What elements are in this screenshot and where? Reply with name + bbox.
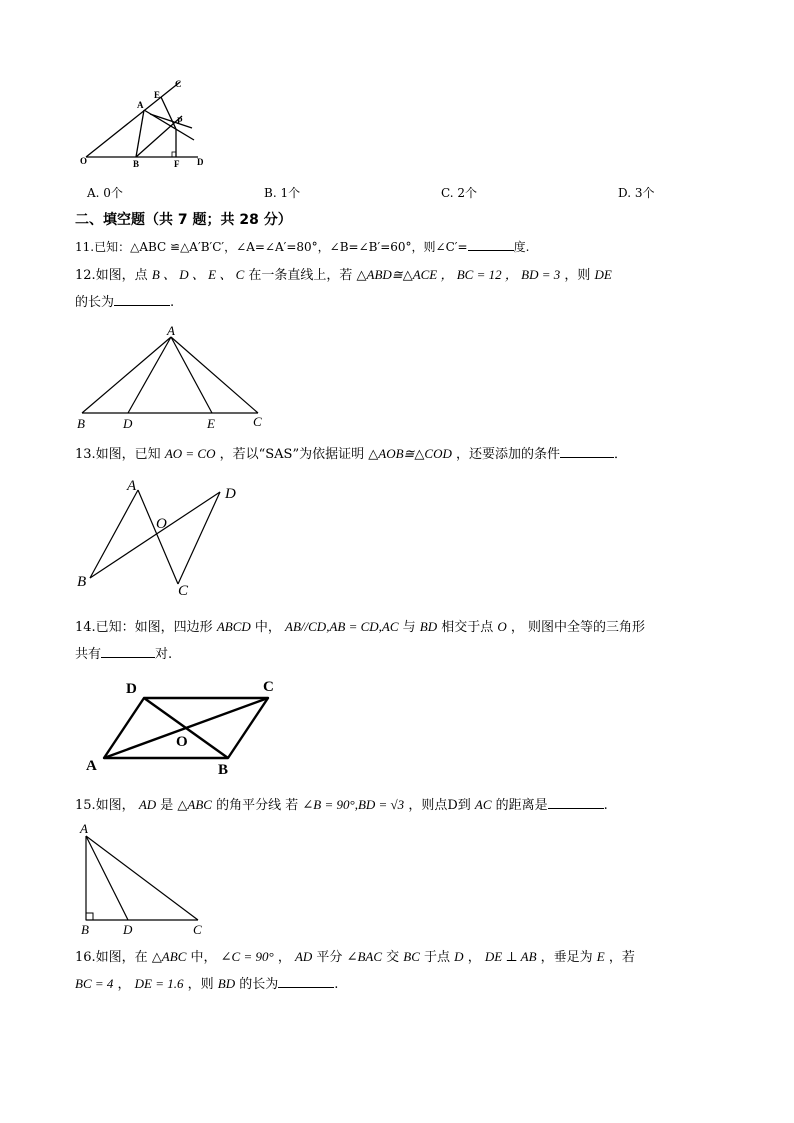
q12-figure — [72, 322, 272, 432]
q12-line2-text: 的长为 — [75, 295, 115, 310]
q14-line2 — [75, 645, 172, 664]
q16-d: D — [454, 949, 464, 964]
q14-mid2: 相交于点 — [437, 620, 498, 635]
q16-then: ，则 — [183, 977, 218, 992]
q12-answer-blank[interactable] — [114, 293, 170, 306]
q15-fig-d: D — [123, 922, 133, 937]
q15-ad: AD — [138, 797, 157, 812]
q14-fig-a: A — [86, 758, 97, 774]
q16-line2 — [75, 975, 338, 994]
q16-de-value: DE = 1.6 — [134, 976, 184, 991]
q16-foot: ，垂足为 — [536, 950, 597, 965]
q16-sep1: ， — [273, 950, 295, 965]
q14-condition: AB//CD,AB = CD,AC — [285, 619, 399, 634]
q15-tri: △ABC — [177, 797, 212, 812]
q16-len: 的长为 — [235, 977, 279, 992]
fig10-label-o: O — [80, 156, 88, 166]
q12-fig-c: C — [253, 414, 262, 429]
section-title: 二、填空题（共 7 题；共 28 分） — [75, 212, 292, 228]
q14-figure — [80, 674, 290, 778]
fig10-label-b: B — [133, 159, 140, 169]
q16-if: ，若 — [604, 950, 635, 965]
q13-end: ． — [614, 447, 628, 462]
q12-num: 12.如图，点 — [75, 268, 152, 283]
q15-num: 15.如图， — [75, 798, 139, 813]
q14-line1 — [75, 618, 645, 637]
fig10-label-f: F — [174, 159, 180, 169]
q13-fig-b: B — [77, 574, 87, 590]
q10-figure — [78, 76, 218, 172]
q15-line1 — [75, 796, 608, 815]
q13-fig-d: D — [225, 486, 236, 502]
q16-line1 — [75, 948, 635, 967]
q16-end: . — [334, 977, 339, 992]
fig10-label-p: P — [177, 116, 183, 126]
choice-d[interactable]: D. 3个 — [618, 186, 655, 200]
q16-de-perp: DE ⊥ AB — [484, 949, 537, 964]
q14-fig-c: C — [263, 679, 274, 695]
q16-e: E — [596, 949, 605, 964]
q14-and: 与 — [398, 620, 420, 635]
q14-end: 对. — [155, 647, 173, 662]
q14-bd: BD — [419, 619, 438, 634]
q16-answer-blank[interactable] — [278, 975, 334, 988]
q12-line2 — [75, 293, 174, 312]
q15-fig-a: A — [80, 821, 88, 836]
q16-angle-c: ∠C = 90° — [220, 949, 274, 964]
q13-answer-blank[interactable] — [560, 445, 614, 458]
choice-a[interactable]: A. 0个 — [87, 186, 123, 200]
q12-fig-d: D — [123, 416, 133, 431]
q15-dot: . — [603, 798, 608, 813]
q12-condition: △ABD≅△ACE ， BC = 12 ， BD = 3 — [356, 267, 561, 282]
q16-sep2: ， — [463, 950, 485, 965]
q15-end: 的距离是 — [491, 798, 548, 813]
q16-bc-value: BC = 4 — [75, 976, 114, 991]
q11-stem: 11.已知：△ABC ≌△A′B′C′，∠A=∠A′=80°，∠B=∠B′=60°，则∠C′= — [75, 240, 468, 254]
q12-fig-a: A — [167, 323, 175, 338]
fig10-label-a: A — [137, 100, 144, 110]
q12-then: ，则 — [560, 268, 595, 283]
q16-bac: ∠BAC — [346, 949, 383, 964]
q15-figure — [74, 820, 214, 940]
choice-b[interactable]: B. 1个 — [264, 186, 301, 200]
q14-fig-b: B — [218, 762, 229, 778]
fig10-label-d: D — [197, 157, 204, 167]
q14-tail: ， 则图中全等的三角形 — [506, 620, 646, 635]
q15-ac: AC — [474, 797, 492, 812]
q15-tail: ，则点D到 — [404, 798, 475, 813]
q11-answer-blank[interactable] — [468, 238, 514, 251]
fig10-label-c: C — [175, 79, 182, 89]
q13-condition: AO = CO — [164, 446, 216, 461]
q15-mid: 是 — [156, 798, 178, 813]
q16-bd: BD — [217, 976, 236, 991]
q12-line1 — [75, 266, 612, 285]
q16-bc: BC — [403, 949, 420, 964]
q12-mid: 在一条直线上，若 — [244, 268, 357, 283]
q16-num: 16.如图，在 — [75, 950, 152, 965]
q13-num: 13.如图，已知 — [75, 447, 165, 462]
q12-target: DE — [594, 267, 612, 282]
q13-figure — [72, 474, 252, 600]
q13-fig-o: O — [156, 516, 167, 532]
q16-mid: 中， — [186, 950, 221, 965]
choice-c[interactable]: C. 2个 — [441, 186, 478, 200]
q14-answer-blank[interactable] — [101, 645, 155, 658]
q15-answer-blank[interactable] — [548, 796, 604, 809]
q11-text — [75, 238, 529, 256]
q14-fig-o: O — [176, 734, 188, 750]
q14-line2-text: 共有 — [75, 647, 102, 662]
q13-proof: △AOB≅△COD — [368, 446, 452, 461]
q16-tri: △ABC — [151, 949, 187, 964]
q15-fig-c: C — [193, 922, 202, 937]
q16-at: 于点 — [419, 950, 455, 965]
q11-tail: 度. — [513, 240, 530, 254]
q16-cross: 交 — [382, 950, 404, 965]
q16-sep3: ， — [113, 977, 135, 992]
q14-num: 14.已知：如图，四边形 — [75, 620, 217, 635]
q14-mid: 中， — [250, 620, 286, 635]
q16-bisects: 平分 — [312, 950, 347, 965]
q15-mid2: 的角平分线 若 — [211, 798, 303, 813]
q14-quad: ABCD — [216, 619, 251, 634]
q15-condition: ∠B = 90°,BD = √3 — [302, 797, 405, 812]
q13-line1 — [75, 445, 627, 464]
q15-fig-b: B — [81, 922, 89, 937]
q13-fig-c: C — [178, 583, 189, 599]
q12-fig-e: E — [207, 416, 215, 431]
fig10-label-e: E — [154, 90, 161, 100]
q12-fig-b: B — [77, 416, 85, 431]
q12-points: B 、 D 、 E 、 C — [151, 267, 245, 282]
q13-fig-a: A — [127, 478, 137, 494]
q16-ad: AD — [294, 949, 313, 964]
q12-tail: . — [170, 295, 175, 310]
q14-o: O — [497, 619, 507, 634]
q14-fig-d: D — [126, 681, 137, 697]
q13-tail: ，还要添加的条件 — [451, 447, 560, 462]
q13-mid: ，若以“SAS”为依据证明 — [215, 447, 369, 462]
